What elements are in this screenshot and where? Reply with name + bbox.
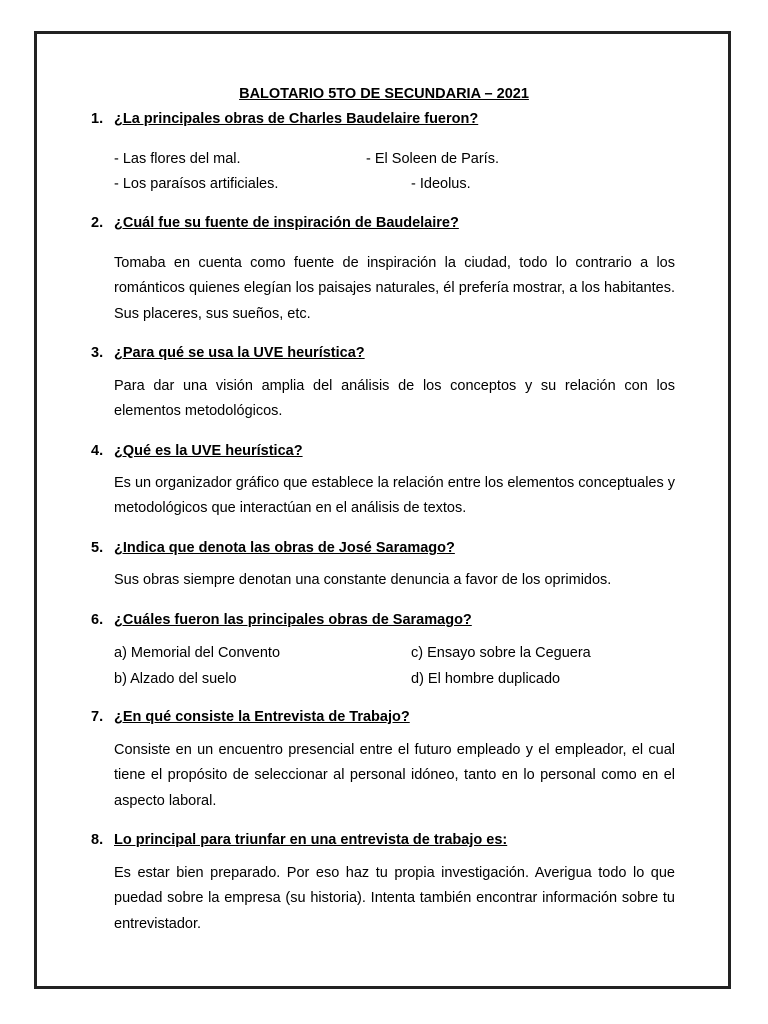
question-text: ¿Para qué se usa la UVE heurística?	[114, 345, 365, 361]
question-text: ¿En qué consiste la Entrevista de Trabajo?	[114, 709, 410, 725]
question-number: 5.	[91, 540, 104, 556]
question-text: ¿Cuáles fueron las principales obras de Saramago?	[114, 612, 472, 628]
list-item: c) Ensayo sobre la Ceguera	[411, 645, 591, 661]
question-2	[91, 215, 459, 231]
answer-paragraph: Consiste en un encuentro presencial entre el futuro empleado y el empleador, el cual tiene el propósito de seleccionar al personal idóneo, tanto en lo personal como en el aspecto laboral.	[114, 742, 675, 809]
question-1	[91, 111, 478, 127]
list-item: b) Alzado del suelo	[114, 671, 237, 687]
document-title: BALOTARIO 5TO DE SECUNDARIA – 2021	[239, 86, 529, 102]
question-text: ¿Qué es la UVE heurística?	[114, 443, 303, 459]
list-item: - El Soleen de París.	[366, 151, 499, 167]
question-5	[91, 540, 455, 556]
answer-paragraph: Es estar bien preparado. Por eso haz tu propia investigación. Averigua todo lo que puedad sobre la empresa (su historia). Intenta también encontrar información sobre tu entrevistador.	[114, 865, 675, 932]
list-item: a) Memorial del Convento	[114, 645, 281, 661]
question-text: ¿Cuál fue su fuente de inspiración de Baudelaire?	[114, 215, 459, 231]
question-text: ¿Indica que denota las obras de José Saramago?	[114, 540, 455, 556]
answer-paragraph: Sus obras siempre denotan una constante denuncia a favor de los oprimidos.	[114, 572, 612, 588]
answer-paragraph: Para dar una visión amplia del análisis de los conceptos y su relación con los elementos metodológicos.	[114, 378, 675, 420]
question-number: 6.	[91, 612, 104, 628]
question-number: 8.	[91, 832, 104, 848]
question-6	[91, 612, 472, 628]
question-4	[91, 443, 303, 459]
question-8	[91, 832, 507, 848]
answer-paragraph: Tomaba en cuenta como fuente de inspiración la ciudad, todo lo contrario a los románticos quienes elegían los paisajes naturales, él prefería mostrar, a los habitantes. Sus placeres, sus sueños, etc.	[114, 255, 675, 322]
answer-paragraph: Es un organizador gráfico que establece la relación entre los elementos conceptuales y metodológicos que interactúan en el análisis de textos.	[114, 475, 676, 517]
list-item: - Ideolus.	[411, 176, 471, 192]
question-number: 2.	[91, 215, 104, 231]
question-text: ¿La principales obras de Charles Baudelaire fueron?	[114, 111, 479, 127]
list-item: d) El hombre duplicado	[411, 671, 561, 687]
question-number: 4.	[91, 443, 104, 459]
question-number: 1.	[91, 111, 104, 127]
list-item: - Las flores del mal.	[114, 151, 241, 167]
list-item: - Los paraísos artificiales.	[114, 176, 279, 192]
question-3	[91, 345, 365, 361]
question-text: Lo principal para triunfar en una entrevista de trabajo es:	[114, 832, 508, 848]
question-number: 7.	[91, 709, 104, 725]
question-7	[91, 709, 410, 725]
question-number: 3.	[91, 345, 104, 361]
